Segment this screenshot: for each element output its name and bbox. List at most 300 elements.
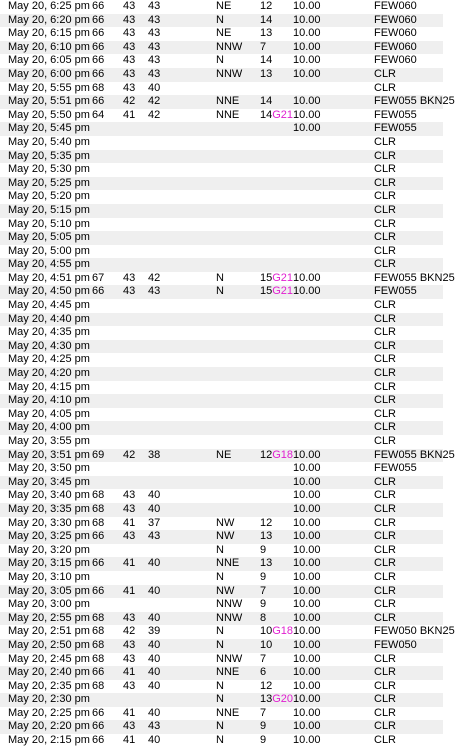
sky-condition-cell (374, 190, 396, 204)
time-cell (8, 557, 90, 571)
time-cell (8, 734, 90, 748)
sky-condition-cell-value: CLR (374, 706, 397, 719)
time-cell-value: May 20, 3:51 pm (8, 448, 90, 461)
sky-condition-cell-value: CLR (374, 489, 397, 502)
sky-condition-cell (374, 680, 396, 694)
visibility-cell (293, 693, 321, 707)
time-cell (8, 190, 90, 204)
time-cell-value: May 20, 4:10 pm (8, 394, 90, 407)
dewpoint-cell-value: 42 (123, 625, 136, 638)
time-cell (8, 503, 90, 517)
wind-direction-cell-value: NE (216, 27, 232, 40)
wind-speed-cell (260, 68, 272, 82)
time-cell (8, 544, 90, 558)
wind-direction-cell (216, 571, 224, 585)
wind-speed-cell-value: 10 (260, 625, 273, 638)
sky-condition-cell-value: CLR (374, 353, 397, 366)
feels-like-cell (148, 285, 160, 299)
temperature-cell (92, 0, 104, 14)
visibility-cell (293, 503, 321, 517)
sky-condition-cell-value: FEW060 (374, 27, 417, 40)
wind-direction-cell-value: N (216, 54, 224, 67)
visibility-cell-value: 10.00 (293, 516, 321, 529)
visibility-cell-value: 10.00 (293, 679, 321, 692)
dewpoint-cell (123, 95, 135, 109)
sky-condition-cell (374, 204, 396, 218)
time-cell-value: May 20, 5:40 pm (8, 135, 90, 148)
table-row (0, 639, 443, 653)
dewpoint-cell-value: 41 (123, 108, 136, 121)
dewpoint-cell (123, 0, 135, 14)
time-cell (8, 381, 90, 395)
feels-like-cell (148, 666, 160, 680)
temperature-cell (92, 666, 104, 680)
table-row (0, 27, 443, 41)
sky-condition-cell-value: FEW050 (374, 638, 417, 651)
wind-speed-cell (260, 571, 266, 585)
sky-condition-cell-value: CLR (374, 557, 397, 570)
time-cell-value: May 20, 5:15 pm (8, 203, 90, 216)
temperature-cell-value: 66 (92, 95, 105, 108)
wind-speed-cell (260, 585, 266, 599)
time-cell-value: May 20, 5:50 pm (8, 108, 90, 121)
visibility-cell (293, 285, 321, 299)
time-cell (8, 54, 90, 68)
dewpoint-cell-value: 43 (123, 81, 136, 94)
feels-like-cell (148, 734, 160, 748)
time-cell (8, 421, 90, 435)
sky-condition-cell (374, 340, 396, 354)
wind-speed-cell (260, 530, 272, 544)
table-row (0, 122, 443, 136)
sky-condition-cell (374, 598, 396, 612)
feels-like-cell-value: 42 (148, 95, 161, 108)
sky-condition-cell-value: CLR (374, 666, 397, 679)
wind-direction-cell (216, 734, 224, 748)
sky-condition-cell (374, 639, 417, 653)
time-cell (8, 639, 90, 653)
wind-speed-cell-value: 14 (260, 108, 273, 121)
wind-speed-cell (260, 707, 266, 721)
sky-condition-cell-value: FEW060 (374, 40, 417, 53)
feels-like-cell (148, 82, 160, 96)
sky-condition-cell-value: FEW060 (374, 0, 417, 12)
dewpoint-cell-value: 43 (123, 530, 136, 543)
sky-condition-cell (374, 421, 396, 435)
dewpoint-cell-value: 41 (123, 734, 136, 747)
feels-like-cell (148, 27, 160, 41)
wind-speed-cell (260, 693, 293, 707)
visibility-cell-value: 10.00 (293, 611, 321, 624)
temperature-cell-value: 66 (92, 40, 105, 53)
wind-speed-cell-value: 13 (260, 530, 273, 543)
dewpoint-cell-value: 43 (123, 27, 136, 40)
dewpoint-cell-value: 43 (123, 285, 136, 298)
time-cell (8, 598, 90, 612)
sky-condition-cell-value: CLR (374, 516, 397, 529)
wind-direction-cell-value: NNE (216, 108, 240, 121)
wind-direction-cell-value: N (216, 570, 224, 583)
table-row (0, 625, 455, 639)
time-cell-value: May 20, 3:20 pm (8, 543, 90, 556)
sky-condition-cell-value: FEW060 (374, 54, 417, 67)
dewpoint-cell (123, 68, 135, 82)
dewpoint-cell (123, 707, 135, 721)
wind-speed-cell (260, 517, 272, 531)
time-cell (8, 707, 90, 721)
sky-condition-cell (374, 367, 396, 381)
sky-condition-cell-value: CLR (374, 598, 397, 611)
sky-condition-cell (374, 489, 396, 503)
wind-direction-cell-value: NNW (216, 652, 243, 665)
feels-like-cell-value: 43 (148, 67, 161, 80)
sky-condition-cell (374, 625, 455, 639)
sky-condition-cell (374, 517, 396, 531)
table-row (0, 517, 443, 531)
wind-direction-cell-value: N (216, 271, 224, 284)
wind-speed-cell (260, 54, 272, 68)
time-cell (8, 367, 90, 381)
feels-like-cell (148, 68, 160, 82)
sky-condition-cell (374, 150, 396, 164)
table-row (0, 571, 443, 585)
sky-condition-cell-value: CLR (374, 584, 397, 597)
time-cell-value: May 20, 3:05 pm (8, 584, 90, 597)
sky-condition-cell (374, 82, 396, 96)
sky-condition-cell-value: FEW055 (374, 108, 417, 121)
dewpoint-cell-value: 43 (123, 67, 136, 80)
table-row (0, 530, 443, 544)
dewpoint-cell-value: 43 (123, 611, 136, 624)
wind-speed-cell (260, 680, 272, 694)
wind-speed-cell (260, 544, 266, 558)
sky-condition-cell-value: CLR (374, 339, 397, 352)
sky-condition-cell (374, 693, 396, 707)
temperature-cell-value: 66 (92, 666, 105, 679)
time-cell (8, 680, 90, 694)
wind-speed-cell (260, 666, 266, 680)
table-row (0, 95, 455, 109)
table-row (0, 544, 443, 558)
dewpoint-cell-value: 41 (123, 706, 136, 719)
time-cell-value: May 20, 4:20 pm (8, 367, 90, 380)
wind-gust-value: G18 (272, 625, 294, 638)
temperature-cell-value: 68 (92, 516, 105, 529)
dewpoint-cell (123, 653, 135, 667)
sky-condition-cell (374, 0, 417, 14)
sky-condition-cell (374, 95, 455, 109)
wind-speed-cell (260, 0, 272, 14)
time-cell (8, 462, 90, 476)
sky-condition-cell-value: CLR (374, 435, 397, 447)
wind-speed-cell-value: 14 (260, 95, 273, 108)
temperature-cell-value: 69 (92, 448, 105, 461)
wind-direction-cell (216, 27, 231, 41)
temperature-cell (92, 517, 104, 531)
visibility-cell-value: 10.00 (293, 543, 321, 556)
dewpoint-cell (123, 14, 135, 28)
time-cell (8, 530, 90, 544)
sky-condition-cell (374, 734, 396, 748)
visibility-cell (293, 585, 321, 599)
feels-like-cell (148, 517, 160, 531)
time-cell (8, 517, 90, 531)
temperature-cell-value: 68 (92, 652, 105, 665)
visibility-cell-value: 10.00 (293, 54, 321, 67)
visibility-cell (293, 720, 321, 734)
visibility-cell (293, 489, 321, 503)
dewpoint-cell-value: 43 (123, 271, 136, 284)
wind-speed-cell-value: 9 (260, 598, 267, 611)
table-row (0, 394, 443, 408)
dewpoint-cell (123, 503, 135, 517)
table-row (0, 82, 443, 96)
wind-speed-cell-value: 13 (260, 557, 273, 570)
table-row (0, 204, 443, 218)
temperature-cell-value: 68 (92, 679, 105, 692)
wind-speed-cell-value: 12 (260, 0, 273, 12)
time-cell-value: May 20, 5:55 pm (8, 81, 90, 94)
sky-condition-cell-value: CLR (374, 611, 397, 624)
time-cell-value: May 20, 3:10 pm (8, 570, 90, 583)
temperature-cell (92, 449, 104, 463)
dewpoint-cell (123, 734, 135, 748)
sky-condition-cell-value: CLR (374, 203, 397, 216)
time-cell-value: May 20, 5:30 pm (8, 163, 90, 176)
wind-direction-cell (216, 54, 224, 68)
wind-direction-cell-value: NE (216, 0, 232, 12)
table-row (0, 299, 443, 313)
time-cell-value: May 20, 4:51 pm (8, 271, 90, 284)
sky-condition-cell (374, 503, 396, 517)
sky-condition-cell (374, 449, 455, 463)
sky-condition-cell (374, 408, 396, 422)
dewpoint-cell (123, 625, 135, 639)
table-row (0, 503, 443, 517)
visibility-cell-value: 10.00 (293, 502, 321, 515)
sky-condition-cell (374, 720, 396, 734)
visibility-cell-value: 10.00 (293, 706, 321, 719)
temperature-cell-value: 66 (92, 720, 105, 733)
sky-condition-cell-value: CLR (374, 81, 397, 94)
wind-gust-value: G18 (272, 448, 294, 461)
temperature-cell-value: 68 (92, 81, 105, 94)
wind-direction-cell-value: NW (216, 530, 235, 543)
visibility-cell-value: 10.00 (293, 489, 321, 502)
sky-condition-cell-value: CLR (374, 570, 397, 583)
table-row (0, 109, 443, 123)
time-cell-value: May 20, 2:50 pm (8, 638, 90, 651)
wind-direction-cell (216, 109, 239, 123)
temperature-cell-value: 66 (92, 0, 105, 12)
feels-like-cell (148, 95, 160, 109)
wind-speed-cell (260, 734, 266, 748)
visibility-cell (293, 68, 321, 82)
wind-speed-cell (260, 109, 293, 123)
temperature-cell (92, 720, 104, 734)
time-cell (8, 313, 90, 327)
table-row (0, 680, 443, 694)
time-cell (8, 163, 90, 177)
time-cell (8, 353, 90, 367)
wind-direction-cell (216, 680, 224, 694)
wind-direction-cell-value: NE (216, 448, 232, 461)
dewpoint-cell-value: 43 (123, 0, 136, 12)
visibility-cell (293, 517, 321, 531)
feels-like-cell-value: 42 (148, 271, 161, 284)
visibility-cell-value: 10.00 (293, 108, 321, 121)
dewpoint-cell (123, 680, 135, 694)
wind-speed-cell-value: 14 (260, 13, 273, 26)
sky-condition-cell (374, 258, 396, 272)
time-cell-value: May 20, 6:00 pm (8, 67, 90, 80)
table-row (0, 666, 443, 680)
table-row (0, 367, 443, 381)
sky-condition-cell-value: CLR (374, 679, 397, 692)
table-row (0, 693, 443, 707)
time-cell-value: May 20, 5:00 pm (8, 244, 90, 257)
dewpoint-cell-value: 43 (123, 13, 136, 26)
feels-like-cell-value: 43 (148, 530, 161, 543)
wind-speed-cell-value: 10 (260, 638, 273, 651)
time-cell (8, 150, 90, 164)
time-cell-value: May 20, 6:25 pm (8, 0, 90, 12)
wind-direction-cell-value: N (216, 720, 224, 733)
dewpoint-cell (123, 530, 135, 544)
feels-like-cell (148, 14, 160, 28)
sky-condition-cell (374, 544, 396, 558)
sky-condition-cell-value: CLR (374, 530, 397, 543)
sky-condition-cell (374, 462, 417, 476)
wind-speed-cell-value: 12 (260, 448, 273, 461)
temperature-cell-value: 66 (92, 27, 105, 40)
table-row (0, 353, 443, 367)
time-cell-value: May 20, 3:30 pm (8, 516, 90, 529)
sky-condition-cell (374, 285, 417, 299)
table-row (0, 218, 443, 232)
time-cell (8, 340, 90, 354)
wind-speed-cell-value: 7 (260, 40, 267, 53)
sky-condition-cell (374, 653, 396, 667)
wind-direction-cell-value: NNE (216, 557, 240, 570)
time-cell-value: May 20, 2:51 pm (8, 625, 90, 638)
wind-direction-cell (216, 0, 231, 14)
time-cell (8, 449, 90, 463)
sky-condition-cell (374, 666, 396, 680)
feels-like-cell-value: 43 (148, 27, 161, 40)
sky-condition-cell-value: CLR (374, 67, 397, 80)
table-row (0, 271, 455, 286)
time-cell (8, 435, 90, 449)
wind-gust-value: G20 (272, 693, 294, 706)
time-cell-value: May 20, 4:15 pm (8, 380, 90, 393)
dewpoint-cell-value: 43 (123, 54, 136, 67)
feels-like-cell (148, 449, 160, 463)
wind-direction-cell-value: NNE (216, 666, 240, 679)
wind-speed-cell-value: 12 (260, 516, 273, 529)
wind-direction-cell (216, 14, 224, 28)
time-cell-value: May 20, 5:45 pm (8, 122, 90, 135)
sky-condition-cell (374, 272, 455, 286)
sky-condition-cell-value: CLR (374, 734, 397, 747)
temperature-cell (92, 54, 104, 68)
dewpoint-cell (123, 285, 135, 299)
wind-direction-cell (216, 544, 224, 558)
time-cell-value: May 20, 3:55 pm (8, 435, 90, 447)
dewpoint-cell-value: 43 (123, 679, 136, 692)
wind-speed-cell-value: 14 (260, 54, 273, 67)
temperature-cell-value: 66 (92, 530, 105, 543)
temperature-cell (92, 95, 104, 109)
temperature-cell (92, 109, 104, 123)
sky-condition-cell-value: CLR (374, 394, 397, 407)
time-cell-value: May 20, 5:10 pm (8, 217, 90, 230)
visibility-cell (293, 571, 321, 585)
visibility-cell-value: 10.00 (293, 652, 321, 665)
wind-speed-cell-value: 12 (260, 679, 273, 692)
time-cell-value: May 20, 4:35 pm (8, 326, 90, 339)
dewpoint-cell (123, 109, 135, 123)
feels-like-cell-value: 40 (148, 734, 161, 747)
table-row (0, 285, 443, 299)
feels-like-cell-value: 43 (148, 54, 161, 67)
temperature-cell (92, 489, 104, 503)
temperature-cell (92, 625, 104, 639)
time-cell-value: May 20, 6:05 pm (8, 54, 90, 67)
table-row (0, 136, 443, 150)
dewpoint-cell (123, 272, 135, 286)
time-cell (8, 585, 90, 599)
sky-condition-cell-value: CLR (374, 326, 397, 339)
sky-condition-cell (374, 14, 417, 28)
time-cell (8, 27, 90, 41)
sky-condition-cell-value: FEW055 (374, 285, 417, 298)
feels-like-cell (148, 54, 160, 68)
visibility-cell-value: 10.00 (293, 693, 321, 706)
wind-direction-cell (216, 585, 234, 599)
time-cell-value: May 20, 4:40 pm (8, 312, 90, 325)
wind-direction-cell-value: N (216, 13, 224, 26)
sky-condition-cell-value: CLR (374, 258, 397, 271)
feels-like-cell (148, 557, 160, 571)
visibility-cell-value: 10.00 (293, 271, 321, 284)
sky-condition-cell-value: FEW055 BKN25 (374, 448, 455, 461)
time-cell (8, 720, 90, 734)
temperature-cell (92, 707, 104, 721)
sky-condition-cell (374, 54, 417, 68)
sky-condition-cell (374, 122, 417, 136)
sky-condition-cell-value: CLR (374, 231, 397, 244)
temperature-cell-value: 68 (92, 489, 105, 502)
wind-speed-cell (260, 625, 293, 639)
dewpoint-cell (123, 27, 135, 41)
feels-like-cell-value: 40 (148, 706, 161, 719)
sky-condition-cell-value: FEW055 BKN25 (374, 95, 455, 108)
dewpoint-cell (123, 41, 135, 55)
time-cell-value: May 20, 3:25 pm (8, 530, 90, 543)
dewpoint-cell-value: 43 (123, 720, 136, 733)
visibility-cell-value: 10.00 (293, 40, 321, 53)
wind-speed-cell (260, 285, 293, 299)
dewpoint-cell-value: 42 (123, 448, 136, 461)
time-cell (8, 231, 90, 245)
sky-condition-cell-value: FEW055 BKN25 (374, 271, 455, 284)
dewpoint-cell-value: 42 (123, 95, 136, 108)
wind-speed-cell (260, 41, 266, 55)
sky-condition-cell-value: CLR (374, 475, 397, 488)
sky-condition-cell (374, 41, 417, 55)
wind-direction-cell (216, 666, 239, 680)
